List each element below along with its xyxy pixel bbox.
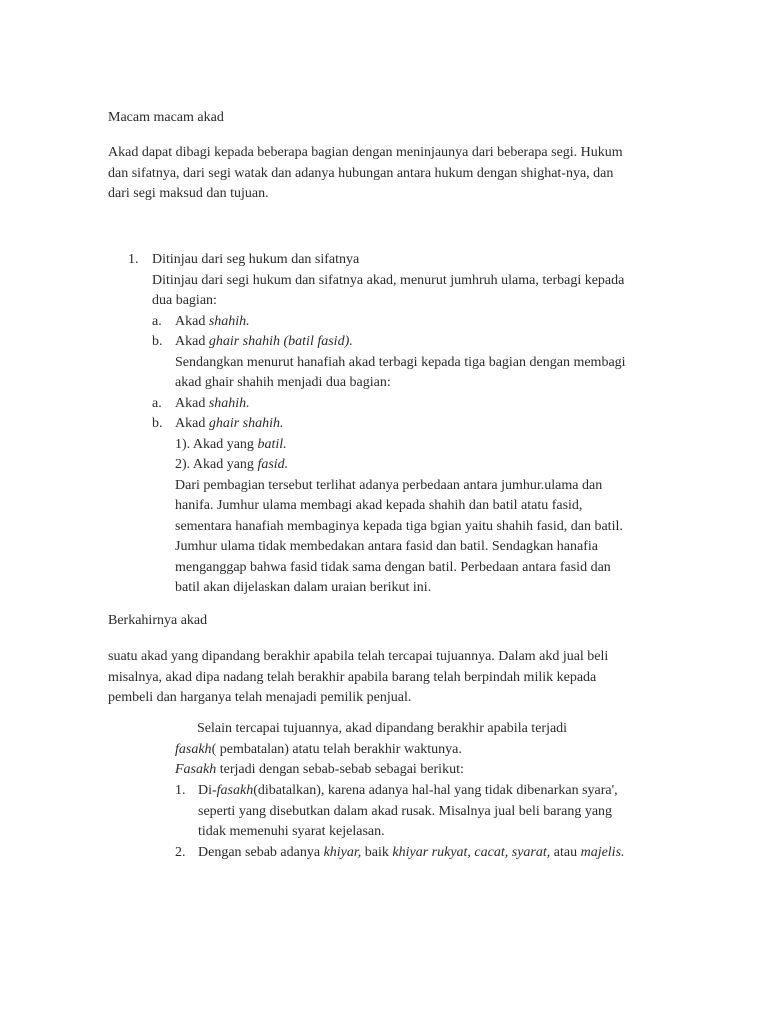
sub-letter: b. bbox=[152, 416, 163, 431]
text-line: dari segi maksud dan tujuan. bbox=[108, 186, 269, 201]
list-item-line: tidak memenuhi syarat kejelasan. bbox=[198, 824, 385, 839]
sub-letter: b. bbox=[152, 334, 163, 349]
sub-item: Akad ghair shahih. bbox=[175, 416, 284, 431]
sub-letter: a. bbox=[152, 313, 162, 329]
sub-item: Akad shahih. bbox=[175, 395, 250, 411]
list-number: 1. bbox=[175, 783, 186, 798]
conclusion-line: sementara hanafiah membaginya kepada tiga bgian yaitu shahih fasid, dan batil. bbox=[175, 518, 623, 534]
conclusion-line: hanifa. Jumhur ulama membagi akad kepada shahih dan batil atatu fasid, bbox=[175, 498, 583, 513]
hanafi-line: akad ghair shahih menjadi dua bagian: bbox=[175, 375, 391, 390]
list-number: 2. bbox=[175, 845, 186, 860]
sub-item: Akad ghair shahih (batil fasid). bbox=[175, 334, 353, 349]
hanafi-line: Sendangkan menurut hanafiah akad terbagi kepada tiga bagian dengan membagi bbox=[175, 354, 626, 370]
intro-paragraph bbox=[108, 143, 623, 205]
list-item-desc-line: Ditinjau dari segi hukum dan sifatnya akad, menurut jumhruh ulama, terbagi kepada bbox=[152, 272, 625, 288]
text-line: Fasakh terjadi dengan sebab-sebab sebagai berikut: bbox=[175, 762, 464, 777]
text-line: pembeli dan harganya telah menajadi pemilik penjual. bbox=[108, 690, 412, 705]
list-item-title: Ditinjau dari seg hukum dan sifatnya bbox=[152, 252, 360, 267]
list-item-line: Dengan sebab adanya khiyar, baik khiyar rukyat, cacat, syarat, atau majelis. bbox=[198, 845, 625, 860]
paragraph-berakhir bbox=[108, 647, 608, 709]
conclusion-line: Jumhur ulama tidak membedakan antara fasid dan batil. Sendagkan hanafia bbox=[175, 539, 598, 554]
text-line: suatu akad yang dipandang berakhir apabila telah tercapai tujuannya. Dalam akd jual beli bbox=[108, 649, 609, 664]
text-line: dan sifatnya, dari segi watak dan adanya hubungan antara hukum dengan shighat-nya, dan bbox=[108, 165, 614, 181]
heading-macam-macam-akad: Macam macam akad bbox=[108, 110, 224, 125]
text-line: Akad dapat dibagi kepada beberapa bagian dengan meninjaunya dari beberapa segi. Hukum bbox=[108, 145, 623, 160]
heading-berkahirnya-akad: Berkahirnya akad bbox=[108, 613, 208, 628]
list-item-line: Di-fasakh(dibatalkan), karena adanya hal-hal yang tidak dibenarkan syara', bbox=[198, 783, 618, 798]
sub-sub-item: 2). Akad yang fasid. bbox=[175, 457, 289, 472]
conclusion-line: menganggap bahwa fasid tidak sama dengan batil. Perbedaan antara fasid dan bbox=[175, 559, 611, 575]
text-line: Selain tercapai tujuannya, akad dipandang berakhir apabila terjadi bbox=[197, 721, 568, 736]
conclusion-line: batil akan dijelaskan dalam uraian berikut ini. bbox=[175, 580, 432, 595]
list-number: 1. bbox=[128, 252, 139, 267]
sub-sub-item: 1). Akad yang batil. bbox=[175, 436, 287, 452]
sub-item: Akad shahih. bbox=[175, 313, 250, 329]
sub-letter: a. bbox=[152, 395, 162, 411]
text-line: misalnya, akad dipa nadang telah berakhir apabila barang telah berpindah milik kepada bbox=[108, 669, 597, 685]
text-line: fasakh( pembatalan) atatu telah berakhir waktunya. bbox=[175, 741, 462, 757]
list-item-desc-line: dua bagian: bbox=[152, 293, 217, 308]
conclusion-line: Dari pembagian tersebut terlihat adanya perbedaan antara jumhur.ulama dan bbox=[175, 477, 603, 493]
list-item-line: seperti yang disebutkan dalam akad rusak. Misalnya jual beli barang yang bbox=[198, 803, 613, 819]
